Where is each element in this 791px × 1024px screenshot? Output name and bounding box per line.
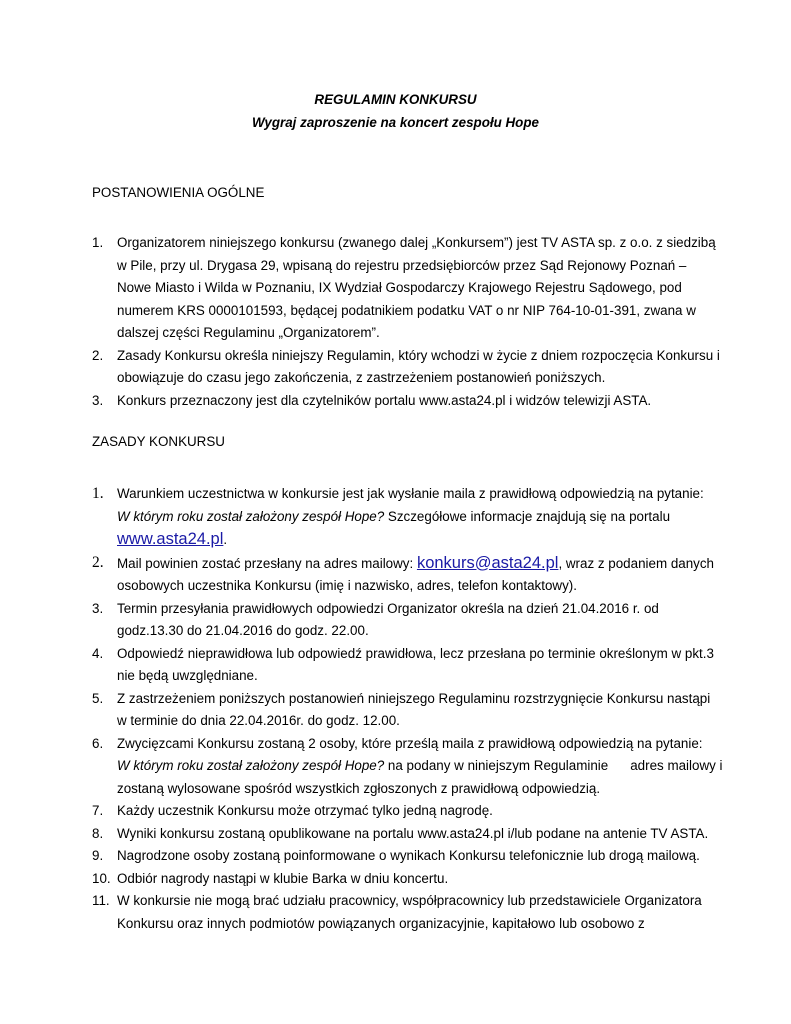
item-line: Nowe Miasto i Wilda w Poznaniu, IX Wydział Gospodarczy Krajowego Rejestru Sądowego, pod xyxy=(117,280,682,295)
item-line: obowiązuje do czasu jego zakończenia, z zastrzeżeniem postanowień poniższych. xyxy=(117,370,606,385)
list-item: 11. W konkursie nie mogą brać udziału pracownicy, współpracownicy lub przedstawiciele Organizatora Konkursu oraz innych podmiotów powiązanych organizacyjnie, kapitałowo lub osobowo z xyxy=(92,890,707,935)
list-item xyxy=(92,232,716,345)
item-number: 8. xyxy=(92,825,104,841)
document-subtitle: Wygraj zaproszenie na koncert zespołu Hope xyxy=(252,115,539,130)
item-number: 11. xyxy=(92,893,110,908)
item-number: 2. xyxy=(92,347,104,363)
item-number: 10. xyxy=(92,870,111,886)
item-line: numerem KRS 0000101593, będącej podatnikiem podatku VAT o nr NIP 764-10-01-391, zwana w xyxy=(117,302,696,318)
item-number: 7. xyxy=(92,803,104,818)
list-item: 1. Warunkiem uczestnictwa w konkursie jest jak wysłanie maila z prawidłową odpowiedzią na pytanie: W którym roku został założony zespół Hope? Szczegółowe informacje znajdują się na portalu www.asta24.pl. xyxy=(92,483,707,552)
list-item: 3. Termin przesyłania prawidłowych odpowiedzi Organizator określa na dzień 21.04.2016 r. od godz.13.30 do 21.04.2016 do godz. 22.00. xyxy=(92,598,707,643)
item-number: 1. xyxy=(92,235,104,250)
item-line: Zasady Konkursu określa niniejszy Regulamin, który wchodzi w życie z dniem rozpoczęcia Konkursu i xyxy=(117,347,720,363)
item-number: 5. xyxy=(92,690,104,706)
list-item: 5. Z zastrzeżeniem poniższych postanowień niniejszego Regulaminu rozstrzygnięcie Konkursu nastąpi w terminie do dnia 22.04.2016r. do godz. 12.00. xyxy=(92,688,707,733)
item-line: osobowych uczestnika Konkursu (imię i nazwisko, adres, telefon kontaktowy). xyxy=(117,578,577,593)
item-text: Szczegółowe informacje znajdują się na portalu xyxy=(384,508,671,524)
list-item xyxy=(92,390,707,413)
item-number: 6. xyxy=(92,735,104,751)
contest-question: W którym roku został założony zespół Hope? xyxy=(117,758,385,773)
list-item: 10. Odbiór nagrody nastąpi w klubie Barka w dniu koncertu. xyxy=(92,868,707,891)
list-item: 6. Zwycięzcami Konkursu zostaną 2 osoby, które prześlą maila z prawidłową odpowiedzią na pytanie: W którym roku został założony zespół Hope? na podany w niniejszym Regulaminie adres mailowy i zostaną wylosowane spośród wszystkich zgłoszonych z prawidłową odpowiedzią. xyxy=(92,733,707,801)
item-number: 4. xyxy=(92,645,104,661)
contest-rules-list xyxy=(92,483,723,935)
item-line: Konkurs przeznaczony jest dla czytelników portalu www.asta24.pl i widzów telewizji ASTA. xyxy=(117,392,652,408)
item-number: 2. xyxy=(92,553,104,571)
list-item xyxy=(92,345,720,390)
item-line: dalszej części Regulaminu „Organizatorem”. xyxy=(117,325,380,340)
item-number: 3. xyxy=(92,392,104,408)
general-provisions-list xyxy=(92,232,720,412)
list-item: 8. Wyniki konkursu zostaną opublikowane na portalu www.asta24.pl i/lub podane na antenie TV ASTA. xyxy=(92,823,707,846)
list-item: 2. Mail powinien zostać przesłany na adres mailowy: konkurs@asta24.pl, wraz z podaniem danych osobowych uczestnika Konkursu (imię i nazwisko, adres, telefon kontaktowy). xyxy=(92,552,707,598)
item-number: 9. xyxy=(92,848,104,863)
section-heading-rules: ZASADY KONKURSU xyxy=(92,434,225,449)
item-line: Organizatorem niniejszego konkursu (zwanego dalej „Konkursem”) jest TV ASTA sp. z o.o. z siedzibą xyxy=(117,235,716,250)
portal-link[interactable]: www.asta24.pl xyxy=(117,530,224,548)
list-item: 9. Nagrodzone osoby zostaną poinformowane o wynikach Konkursu telefonicznie lub drogą mailową. xyxy=(92,845,707,868)
email-link[interactable]: konkurs@asta24.pl xyxy=(416,553,559,572)
contest-question: W którym roku został założony zespół Hope? xyxy=(117,508,385,524)
list-item: 7. Każdy uczestnik Konkursu może otrzymać tylko jedną nagrodę. xyxy=(92,800,707,823)
document-title: REGULAMIN KONKURSU xyxy=(314,92,477,107)
list-item: 4. Odpowiedź nieprawidłowa lub odpowiedź prawidłowa, lecz przesłana po terminie określonym w pkt.3 nie będą uwzględniane. xyxy=(92,643,707,688)
item-number: 1. xyxy=(92,485,104,502)
section-heading-general: POSTANOWIENIA OGÓLNE xyxy=(92,185,265,200)
item-line: Warunkiem uczestnictwa w konkursie jest jak wysłanie maila z prawidłową odpowiedzią na pytanie: xyxy=(117,486,704,501)
item-line: w Pile, przy ul. Drygasa 29, wpisaną do rejestru przedsiębiorców przez Sąd Rejonowy Poznań – xyxy=(117,257,687,273)
item-number: 3. xyxy=(92,600,104,616)
